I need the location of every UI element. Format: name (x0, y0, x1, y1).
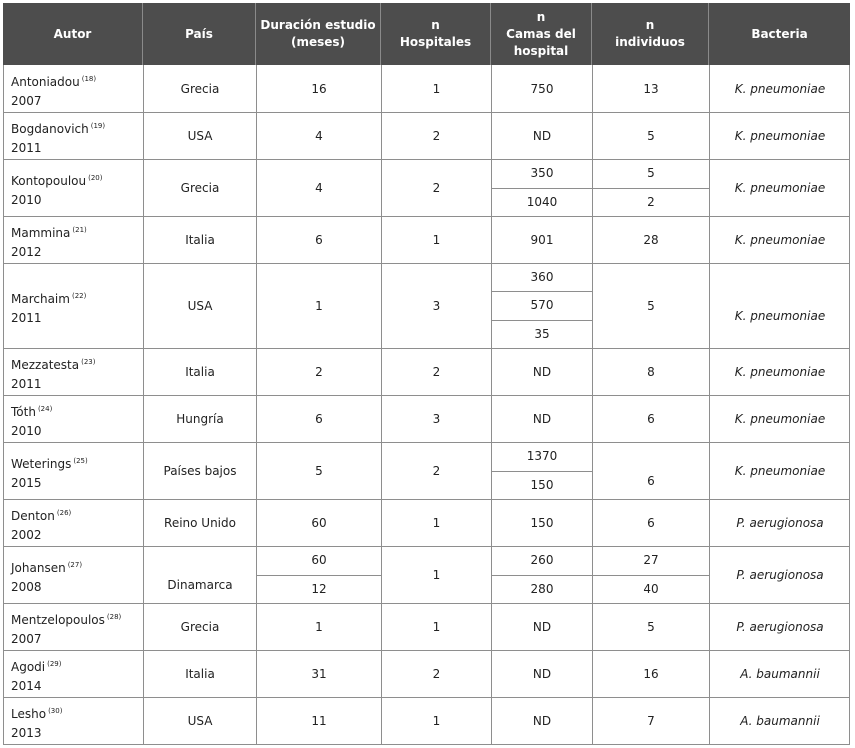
individuos-cell: 5 (647, 166, 655, 181)
pais-cell: Italia (185, 232, 215, 247)
individuos-cell: 13 (643, 81, 659, 96)
header-hospitales: n Hospitales (381, 3, 491, 65)
author-cell (11, 287, 86, 328)
author-name: Denton (11, 508, 55, 523)
author-year: 2014 (11, 678, 42, 693)
author-cell (11, 655, 62, 696)
author-ref: (22) (71, 291, 87, 300)
camas-cell: ND (532, 666, 552, 681)
pais-cell: USA (187, 128, 213, 143)
bacteria-cell: P. aerugionosa (736, 619, 824, 634)
individuos-cell: 5 (647, 298, 655, 313)
bacteria-cell: A. baumannii (740, 666, 820, 681)
author-year: 2007 (11, 93, 42, 108)
camas-cell: ND (532, 411, 552, 426)
duracion-cell: 1 (315, 298, 323, 313)
camas-cell: 350 (530, 166, 554, 181)
camas-cell: 1370 (526, 449, 558, 464)
hospitales-cell: 2 (432, 180, 441, 195)
author-year: 2013 (11, 726, 42, 740)
hospitales-cell: 1 (432, 567, 441, 582)
hospitales-cell: 2 (432, 128, 441, 143)
duracion-cell: 1 (315, 619, 323, 634)
header-pais: País (143, 3, 256, 65)
author-cell (11, 169, 103, 210)
author-ref: (24) (37, 404, 53, 413)
hospitales-cell: 1 (432, 515, 441, 530)
bacteria-cell: K. pneumoniae (734, 308, 826, 323)
individuos-cell: 40 (643, 581, 659, 596)
data-table (3, 65, 850, 745)
bacteria-cell: K. pneumoniae (734, 180, 826, 195)
bacteria-cell: K. pneumoniae (734, 128, 826, 143)
author-name: Mezzatesta (11, 357, 80, 372)
pais-cell: Dinamarca (167, 577, 233, 592)
author-name: Mentzelopoulos (11, 612, 105, 627)
camas-cell: 150 (530, 477, 554, 492)
author-name: Agodi (11, 659, 46, 674)
header-autor: Autor (3, 3, 143, 65)
camas-cell: 750 (530, 81, 554, 96)
camas-cell: ND (532, 714, 552, 728)
individuos-cell: 6 (647, 411, 655, 426)
author-ref: (27) (67, 560, 83, 569)
duracion-cell: 16 (311, 81, 327, 96)
hospitales-cell: 2 (432, 666, 441, 681)
author-name: Bogdanovich (11, 121, 89, 136)
duracion-cell: 6 (315, 232, 323, 247)
author-name: Marchaim (11, 291, 70, 306)
header-individuos: n individuos (592, 3, 709, 65)
pais-cell: Grecia (180, 180, 220, 195)
author-ref: (21) (72, 225, 87, 234)
author-year: 2015 (11, 475, 42, 490)
camas-cell: 1040 (526, 194, 558, 209)
camas-cell: ND (532, 364, 552, 379)
author-year: 2008 (11, 579, 42, 594)
individuos-cell: 2 (647, 194, 655, 209)
author-year: 2011 (11, 310, 42, 325)
hospitales-cell: 1 (432, 714, 441, 728)
author-cell (11, 117, 105, 158)
camas-cell: 570 (530, 298, 554, 313)
camas-cell: 360 (530, 270, 554, 285)
camas-cell: 901 (530, 232, 554, 247)
author-name: Kontopoulou (11, 173, 87, 188)
author-ref: (23) (81, 357, 96, 366)
author-cell (11, 353, 95, 394)
author-year: 2010 (11, 192, 42, 207)
author-ref: (30) (48, 707, 63, 715)
author-year: 2002 (11, 527, 42, 542)
author-cell (11, 556, 82, 597)
camas-cell: ND (532, 619, 552, 634)
author-year: 2012 (11, 244, 42, 259)
bacteria-cell: K. pneumoniae (734, 411, 826, 426)
duracion-cell: 11 (311, 714, 327, 728)
author-cell (11, 400, 52, 441)
author-ref: (28) (106, 612, 122, 621)
bacteria-cell: K. pneumoniae (734, 463, 826, 478)
author-name: Tóth (11, 404, 36, 419)
duracion-cell: 4 (315, 128, 323, 143)
author-year: 2007 (11, 631, 42, 646)
author-name: Mammina (11, 225, 71, 240)
pais-cell: Grecia (180, 81, 220, 96)
pais-cell: Italia (185, 364, 215, 379)
individuos-cell: 5 (647, 128, 655, 143)
bacteria-cell: P. aerugionosa (736, 567, 824, 582)
author-year: 2011 (11, 376, 42, 391)
camas-cell: 35 (534, 326, 550, 341)
author-cell (11, 70, 96, 111)
author-name: Antoniadou (11, 74, 80, 89)
author-ref: (26) (56, 508, 72, 517)
author-name: Weterings (11, 456, 72, 471)
camas-cell: ND (532, 128, 552, 143)
author-cell (11, 608, 121, 649)
author-cell (11, 504, 71, 545)
author-cell (11, 452, 88, 493)
author-year: 2010 (11, 423, 42, 438)
pais-cell: USA (187, 714, 213, 728)
hospitales-cell: 2 (432, 463, 441, 478)
header-duracion: Duración estudio (meses) (256, 3, 381, 65)
individuos-cell: 6 (647, 515, 655, 530)
bacteria-cell: K. pneumoniae (734, 81, 826, 96)
pais-cell: Grecia (180, 619, 220, 634)
header-bacteria: Bacteria (709, 3, 850, 65)
pais-cell: USA (187, 298, 213, 313)
duracion-cell: 4 (315, 180, 323, 195)
author-ref: (19) (90, 121, 106, 130)
author-ref: (25) (73, 456, 88, 465)
pais-cell: Reino Unido (164, 515, 236, 530)
author-cell (11, 702, 62, 743)
author-name: Johansen (11, 560, 66, 575)
bacteria-cell: K. pneumoniae (734, 232, 826, 247)
individuos-cell: 5 (647, 619, 655, 634)
individuos-cell: 6 (647, 473, 655, 488)
hospitales-cell: 1 (432, 619, 441, 634)
pais-cell: Italia (185, 666, 215, 681)
individuos-cell: 7 (647, 714, 655, 728)
author-ref: (20) (88, 173, 103, 182)
bacteria-cell: P. aerugionosa (736, 515, 824, 530)
author-name: Lesho (11, 707, 47, 721)
duracion-cell: 60 (311, 515, 327, 530)
header-camas: n Camas del hospital (491, 3, 592, 65)
individuos-cell: 28 (643, 232, 659, 247)
hospitales-cell: 3 (432, 411, 441, 426)
camas-cell: 150 (530, 515, 554, 530)
camas-cell: 280 (530, 581, 554, 596)
hospitales-cell: 2 (432, 364, 441, 379)
camas-cell: 260 (530, 553, 554, 568)
duracion-cell: 31 (311, 666, 327, 681)
individuos-cell: 27 (643, 553, 659, 568)
pais-cell: Países bajos (163, 463, 237, 478)
author-ref: (18) (81, 74, 97, 83)
hospitales-cell: 3 (432, 298, 441, 313)
bacteria-cell: A. baumannii (740, 714, 820, 728)
individuos-cell: 16 (643, 666, 659, 681)
pais-cell: Hungría (176, 411, 224, 426)
duracion-cell: 5 (315, 463, 323, 478)
duracion-cell: 6 (315, 411, 323, 426)
individuos-cell: 8 (647, 364, 655, 379)
author-year: 2011 (11, 140, 42, 155)
duracion-cell: 60 (311, 553, 327, 568)
duracion-cell: 12 (311, 581, 327, 596)
table-border-left (3, 65, 4, 745)
hospitales-cell: 1 (432, 81, 441, 96)
author-cell (11, 221, 87, 262)
bacteria-cell: K. pneumoniae (734, 364, 826, 379)
hospitales-cell: 1 (432, 232, 441, 247)
duracion-cell: 2 (315, 364, 323, 379)
author-ref: (29) (47, 659, 62, 668)
